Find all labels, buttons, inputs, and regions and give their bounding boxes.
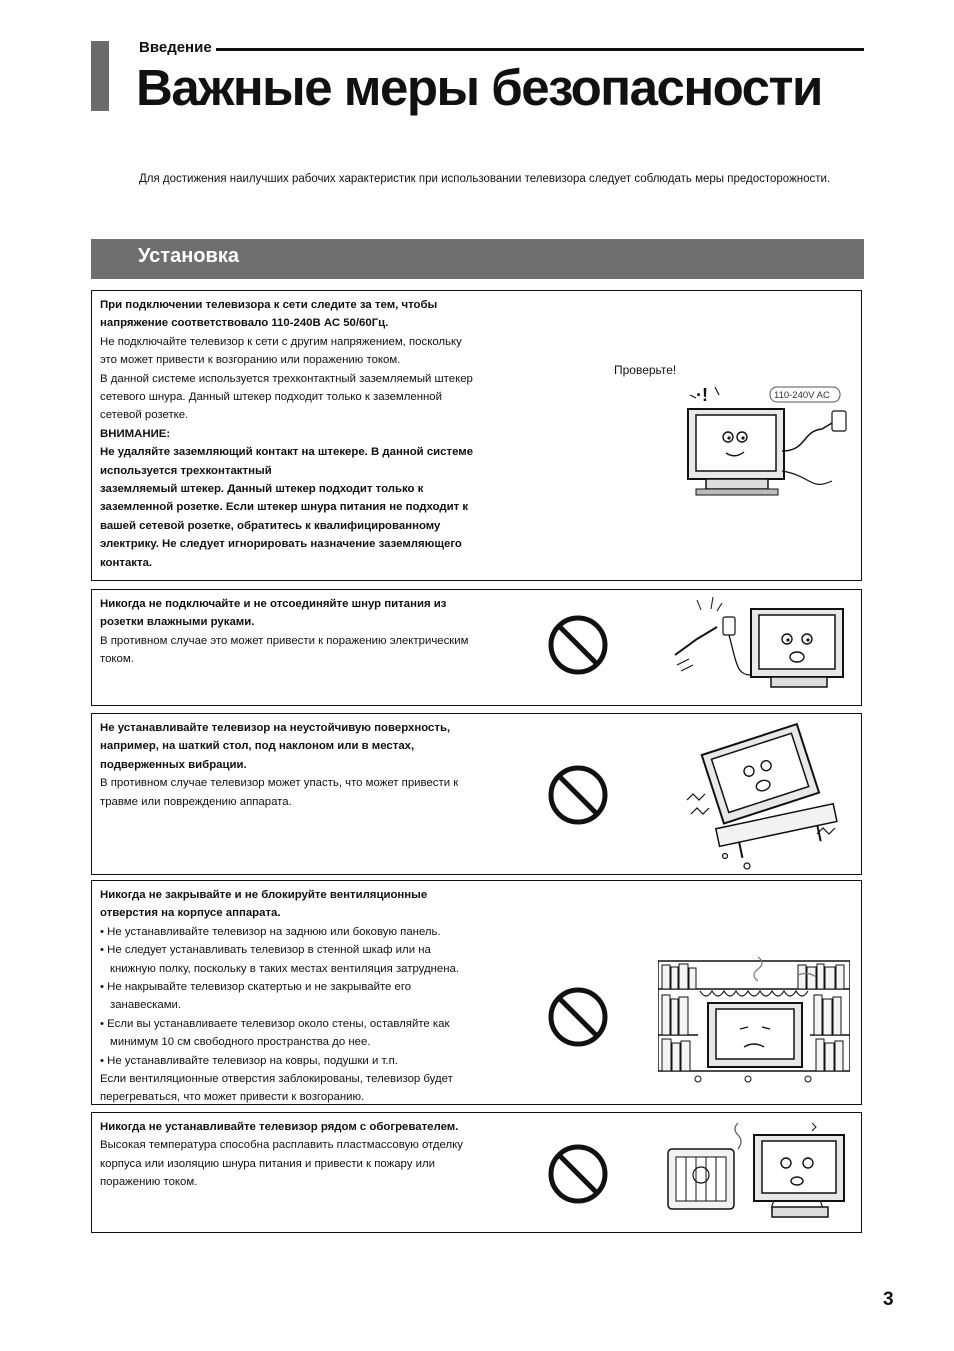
box-line: используется трехконтактный [100,464,272,477]
box-line: это может привести к возгоранию или поражению током. [100,354,401,367]
box-line: занавесками. [110,999,182,1012]
box-text [100,719,530,811]
box-line: • Не следует устанавливать телевизор в стенной шкаф или на [100,944,431,957]
box-line: заземленной розетке. Если штекер шнура питания не подходит к [100,501,469,514]
box-line: вашей сетевой розетке, обратитесь к квалифицированному [100,519,441,532]
tv-power-check-illustration [682,381,852,506]
box-line: Никогда не устанавливайте телевизор рядом с обогревателем. [100,1121,459,1133]
safety-box-ventilation [91,880,862,1105]
box-line: сетевого шнура. Данный штекер подходит только к заземленной [100,391,442,404]
subsection-title: Установка [138,245,239,267]
box-text [100,296,530,572]
box-line: минимум 10 см свободного пространства до нее. [110,1036,371,1049]
box-line: перегреваться, что может привести к возгоранию. [100,1091,365,1104]
box-line: подверженных вибрации. [100,758,247,771]
prohibition-icon [547,764,609,826]
box-line: Никогда не подключайте и не отсоединяйте шнур питания из [100,598,447,610]
prohibition-icon [547,986,609,1048]
box-line: корпуса или изоляцию шнура питания и привести к пожару или [100,1157,435,1170]
box-line: розетки влажными руками. [100,616,255,629]
box-line: Не подключайте телевизор к сети с другим напряжением, поскольку [100,335,462,348]
box-line: • Не устанавливайте телевизор на заднюю или боковую панель. [100,925,441,938]
header-side-bar [91,41,109,111]
box-line: Не устанавливайте телевизор на неустойчивую поверхность, [100,722,451,734]
box-line: книжную полку, поскольку в таких местах вентиляция затруднена. [110,962,460,975]
voltage-tag: 110-240V AC [774,390,830,401]
box-line: Если вентиляционные отверстия заблокированы, телевизор будет [100,1073,453,1086]
page-number: 3 [883,1289,894,1310]
box-line: В противном случае телевизор может упасть, что может привести к [100,777,459,790]
box-text [100,1118,530,1192]
box-line: сетевой розетке. [100,409,189,422]
box-line: При подключении телевизора к сети следите за тем, чтобы [100,299,438,311]
check-callout: Проверьте! [614,363,677,377]
box-line: В противном случае это может привести к поражению электрическим [100,634,469,647]
box-line: • Если вы устанавливаете телевизор около стены, оставляйте как [100,1017,450,1030]
box-line: ВНИМАНИЕ: [100,427,171,440]
wet-hands-plug-illustration [667,595,852,700]
box-line: напряжение соответствовало 110-240В АС 50/60Гц. [100,317,389,330]
box-line: травме или повреждению аппарата. [100,795,292,808]
box-line: отверстия на корпусе аппарата. [100,907,281,920]
box-line: • Не накрывайте телевизор скатертью и не закрывайте его [100,981,412,994]
safety-box-unstable-surface [91,713,862,875]
box-line: контакта. [100,556,153,569]
box-text [100,886,530,1107]
header-rule [139,48,864,51]
section-label: Введение [139,39,216,56]
svg-text:·!: ·! [696,385,708,405]
tv-falling-illustration [667,718,852,873]
box-line: например, на шаткий стол, под наклоном или в местах, [100,740,415,753]
prohibition-icon [547,1143,609,1205]
box-line: электрику. Не следует игнорировать назначение заземляющего [100,538,462,551]
box-line: • Не устанавливайте телевизор на ковры, подушки и т.п. [100,1054,398,1067]
tv-in-bookcase-illustration [658,955,850,1085]
box-line: В данной системе используется трехконтактный заземляемый штекер [100,372,473,385]
box-line: заземляемый штекер. Данный штекер подходит только к [100,483,424,496]
intro-text: Для достижения наилучших рабочих характеристик при использовании телевизора следует соблюдать меры предосторожности. [139,173,831,185]
box-line: Не удаляйте заземляющий контакт на штекере. В данной системе [100,446,474,459]
box-text [100,595,530,669]
box-line: поражению током. [100,1176,198,1189]
box-line: Никогда не закрывайте и не блокируйте вентиляционные [100,889,428,901]
safety-box-heater [91,1112,862,1233]
tv-near-heater-illustration [662,1119,852,1229]
page-title: Важные меры безопасности [136,59,822,116]
safety-box-wet-hands [91,589,862,706]
safety-box-voltage [91,290,862,581]
prohibition-icon [547,614,609,676]
subsection-bar [91,239,864,279]
box-line: током. [100,653,134,666]
box-line: Высокая температура способна расплавить пластмассовую отделку [100,1139,463,1152]
